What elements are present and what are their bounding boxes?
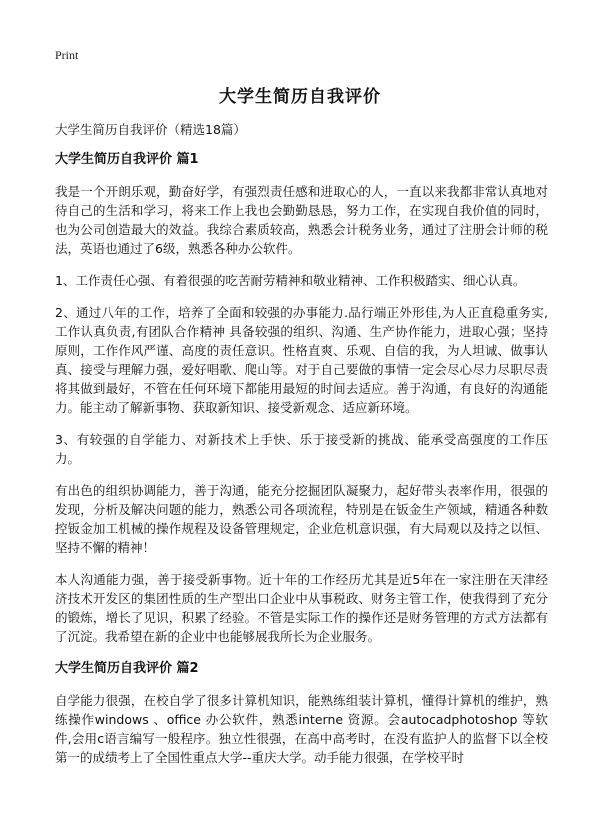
paragraph: 3、有较强的自学能力、对新技术上手快、乐于接受新的挑战、能承受高强度的工作压力。 [55, 432, 548, 466]
paragraph: 自学能力很强，在校自学了很多计算机知识，能熟练组装计算机，懂得计算机的维护，熟练操作windows 、office 办公软件，熟悉interne 资源。会autocadphotoshop 等软件,会用c语言编写一般程序。独立性很强，在高中高考时，在没有监护人的监督下以全校第一的成绩考上了全国性重点大学--重庆大学。动手能力很强，在学校平时 [55, 693, 548, 765]
paragraph: 1、工作责任心强、有着很强的吃苦耐劳精神和敬业精神、工作积极踏实、细心认真。 [55, 273, 526, 288]
document-content [55, 150, 548, 780]
section-heading: 大学生简历自我评价 篇2 [55, 661, 199, 676]
paragraph: 2、通过八年的工作，培养了全面和较强的办事能力.品行端正外形佳,为人正直稳重务实,工作认真负责,有团队合作精神 具备较强的组织、沟通、生产协作能力，进取心强；坚持原则，工作作风严谨、高度的责任意识。性格直爽、乐观、自信的我，为人坦诚、做事认真、接受与理解力强，爱好唱歌、爬山等。对于自己要做的事情一定会尽心尽力尽职尽责将其做到最好，不管在任何环境下都能用最短的时间去适应。善于沟通，有良好的沟通能力。能主动了解新事物、获取新知识、接受新观念、适应新环境。 [55, 305, 548, 415]
page-title: 大学生简历自我评价 [219, 87, 381, 107]
paragraph: 我是一个开朗乐观，勤奋好学，有强烈责任感和进取心的人，一直以来我都非常认真地对待自己的生活和学习，将来工作上我也会勤勤恳恳，努力工作，在实现自我价值的同时，也为公司创造最大的效益。我综合素质较高，熟悉会计税务业务，通过了注册会计师的税法，英语也通过了6级，熟悉各种办公软件。 [55, 184, 548, 256]
print-link[interactable]: Print [55, 48, 79, 62]
paragraph: 本人沟通能力强，善于接受新事物。近十年的工作经历尤其是近5年在一家注册在天津经济技术开发区的集团性质的生产型出口企业中从事税政、财务主管工作，使我得到了充分的锻炼，增长了见识，积累了经验。不管是实际工作的操作还是财务管理的方式方法都有了沉淀。我希望在新的企业中也能够展我所长为企业服务。 [55, 572, 548, 644]
section-2 [55, 659, 548, 767]
section-1 [55, 150, 548, 646]
section-heading: 大学生简历自我评价 篇1 [55, 152, 199, 167]
paragraph: 有出色的组织协调能力，善于沟通，能充分挖掘团队凝聚力，起好带头表率作用，很强的发现，分析及解决问题的能力，熟悉公司各项流程，特别是在钣金生产领域，精通各种数控钣金加工机械的操作规程及设备管理规定，企业危机意识强，有大局观以及持之以恒、坚持不懈的精神！ [55, 483, 548, 555]
document-subtitle: 大学生简历自我评价（精选18篇） [55, 122, 246, 137]
